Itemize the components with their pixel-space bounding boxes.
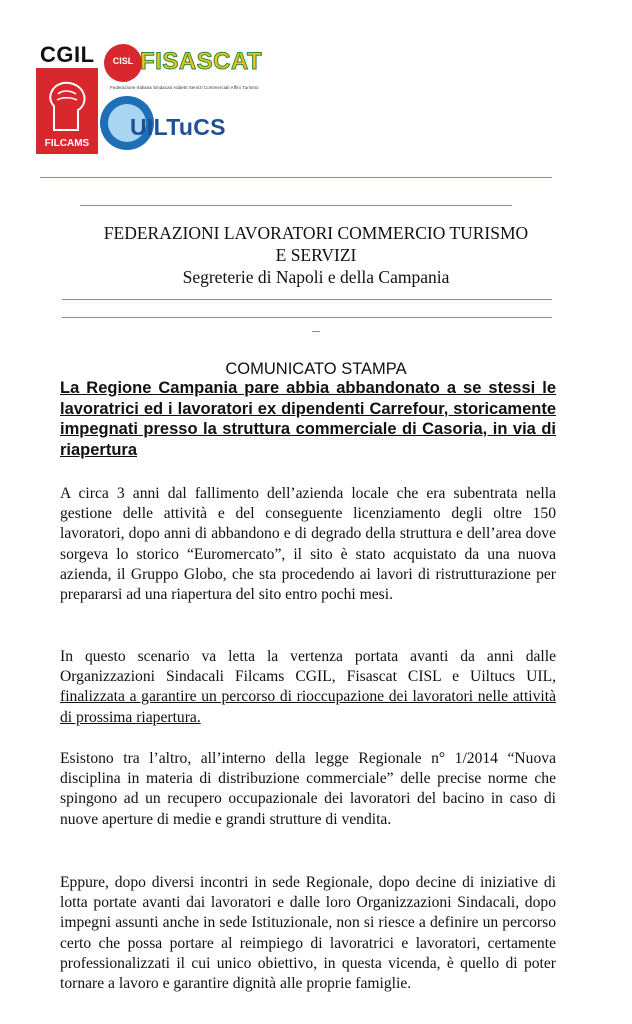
uiltucs-logo-text: UILTuCS (130, 114, 226, 140)
body-paragraph-4: Eppure, dopo diversi incontri in sede Regionale, dopo decine di iniziative di lotta portate avanti dai lavoratori e dalle loro Organizzazioni Sindacali, dopo impegni assunti anche in sede Istituzionale, non si riesce a definire un percorso certo che possa portare al reimpiego di lavoratrici e lavoratori, certamente professionalizzati il cui unico obiettivo, in questa vicenda, è quello di poter tornare a lavoro e garantire dignità alle proprie famiglie. (60, 874, 556, 993)
body-paragraph-2 (60, 647, 556, 728)
union-logos (30, 38, 290, 168)
press-release-headline: La Regione Campania pare abbia abbandonato a se stessi le lavoratrici ed i lavoratori ex dipendenti Carrefour, storicamente impegnati presso la struttura commerciale di Casoria, in via di riapertura (60, 379, 556, 459)
body-paragraph-1: A circa 3 anni dal fallimento dell’azienda locale che era subentrata nella gestione delle attività e del conseguente licenziamento degli oltre 150 lavoratori, dopo anni di abbandono e di degrado della struttura e dell’area dove sorgeva lo storico “Euromercato”, il sito è stato acquistato da una nuova azienda, il Gruppo Globo, che sta procedendo ai lavori di ristrutturazione per prepararsi ad una riapertura del sito entro pochi mesi. (60, 485, 556, 604)
divider-line (62, 317, 552, 318)
filcams-logo-text: FILCAMS (44, 138, 90, 149)
fisascat-logo-subtitle: Federazione Italiana Sindacati Addetti Servizi Commerciali Affini Turismo (110, 85, 259, 90)
raised-fist-icon (40, 72, 94, 134)
divider-line (40, 177, 552, 178)
body-paragraph-2-text: In questo scenario va letta la vertenza portata avanti da anni dalle Organizzazioni Sindacali Filcams CGIL, Fisascat CISL e Uiltucs UIL, (60, 648, 556, 686)
cisl-logo-text: CISL (112, 56, 134, 66)
press-release-title: COMUNICATO STAMPA (225, 360, 407, 378)
federation-heading: FEDERAZIONI LAVORATORI COMMERCIO TURISMO (103, 223, 529, 243)
fisascat-logo-text: FISASCAT (140, 48, 263, 75)
body-paragraph-2-underlined: finalizzata a garantire un percorso di rioccupazione dei lavoratori nelle attività di prossima riapertura. (60, 688, 556, 726)
divider-line (62, 299, 552, 300)
divider-dash (312, 331, 320, 332)
federation-heading-line2: E SERVIZI (275, 245, 357, 265)
cgil-logo-text: CGIL (40, 42, 95, 67)
divider-line (80, 205, 512, 206)
body-paragraph-3: Esistono tra l’altro, all’interno della legge Regionale n° 1/2014 “Nuova disciplina in materia di distribuzione commerciale” delle precise norme che spingono ad un recupero occupazionale dei lavoratori del bacino in caso di nuove aperture di medie e grandi strutture di vendita. (60, 750, 556, 828)
secretariats-subheading: Segreterie di Napoli e della Campania (182, 267, 450, 287)
